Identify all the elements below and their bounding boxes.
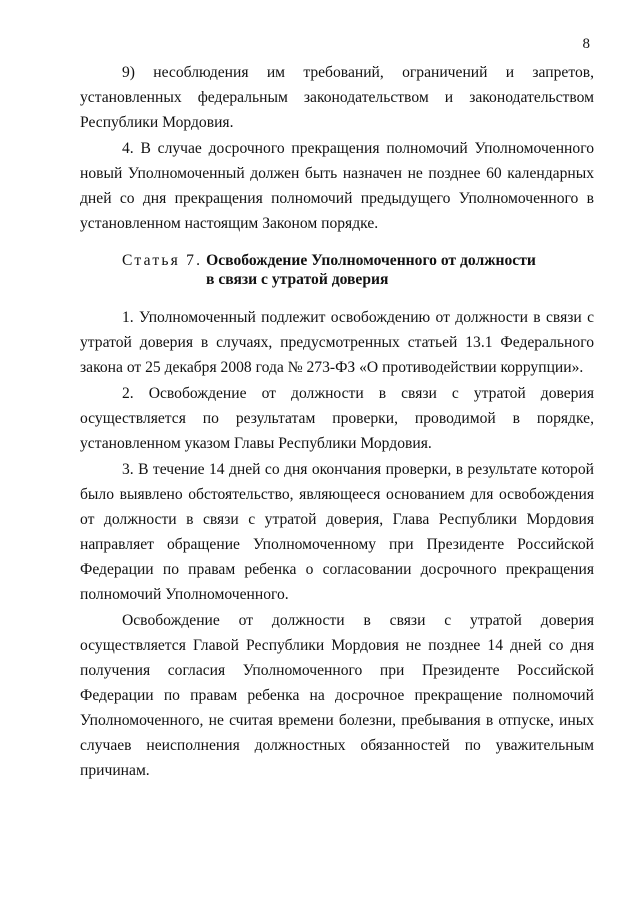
page-number: 8	[582, 36, 590, 52]
article-number: Статья 7.	[122, 252, 203, 269]
paragraph-part-3: 3. В течение 14 дней со дня окончания проверки, в результате которой было выявлено обстоятельство, являющееся основанием для освобождения от должности в связи с утратой доверия, Глава Республики Мордовия направляет обращение Уполномоченному при Президенте Российской Федерации по правам ребенка о согласовании досрочного прекращения полномочий Уполномоченного.	[80, 461, 594, 603]
document-body	[80, 60, 594, 784]
paragraph-part-1: 1. Уполномоченный подлежит освобождению от должности в связи с утратой доверия в случаях, предусмотренных статьей 13.1 Федерального закона от 25 декабря 2008 года № 273-ФЗ «О противодействии коррупции».	[80, 309, 594, 376]
paragraph-item-9: 9) несоблюдения им требований, ограничений и запретов, установленных федеральным законодательством и законодательством Республики Мордовия.	[80, 64, 594, 131]
article-title-line1: Освобождение Уполномоченного от должности	[206, 252, 536, 269]
paragraph-part-2: 2. Освобождение от должности в связи с утратой доверия осуществляется по результатам проверки, проводимой в порядке, установленном указом Главы Республики Мордовия.	[80, 385, 594, 452]
paragraph-release-procedure: Освобождение от должности в связи с утратой доверия осуществляется Главой Республики Мордовия не позднее 14 дней со дня получения согласия Уполномоченного при Президенте Российской Федерации по правам ребенка на досрочное прекращение полномочий Уполномоченного, не считая времени болезни, пребывания в отпуске, иных случаев неисполнения должностных обязанностей по уважительным причинам.	[80, 612, 594, 779]
article-heading	[80, 251, 594, 289]
article-title-line2: в связи с утратой доверия	[206, 271, 389, 288]
paragraph-part-4: 4. В случае досрочного прекращения полномочий Уполномоченного новый Уполномоченный должен быть назначен не позднее 60 календарных дней со дня прекращения полномочий предыдущего Уполномоченного в установленном настоящим Законом порядке.	[80, 140, 594, 232]
